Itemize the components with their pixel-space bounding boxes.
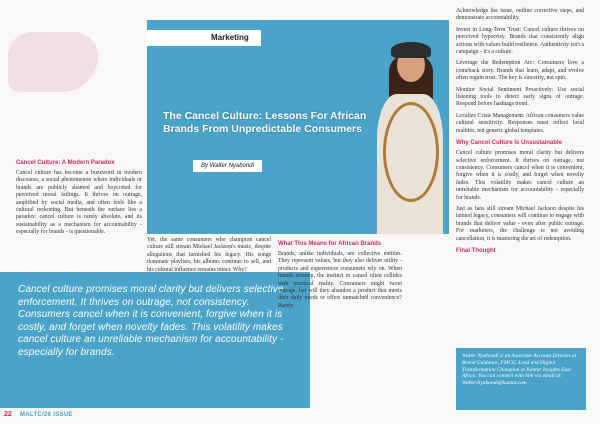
paragraph: Leverage the Redemption Arc: Consumers love a comeback story. Brands that learn, adapt, and evolve often regain trust. The key is sincerity, not spin. <box>456 60 584 82</box>
text-column-3 <box>278 237 402 314</box>
figure-rope <box>383 102 439 202</box>
paragraph: Localize Crisis Management: African consumers value cultural sensitivity. Responses must reflect local realities, not generic global templates. <box>456 112 584 134</box>
subheading: Cancel Culture: A Modern Paradox <box>16 160 115 166</box>
subheading: Final Thought <box>456 247 496 254</box>
paragraph: Cancel culture promises moral clarity but delivers selective enforcement. It thrives on outrage, not consistency. Consumers cancel when it is convenient, forgive when it is costly, and forget when novelty fades. This volatility makes cancel culture an unreliable mechanism for accountability - especially for brands. <box>456 150 584 201</box>
page-number: 22 <box>4 411 12 418</box>
paragraph: Invest in Long-Term Trust: Cancel culture thrives on perceived hypocrisy. Brands that consistently align actions with values build resilience. Authenticity isn't a campaign - it's a culture. <box>456 26 584 56</box>
text-column-4 <box>456 8 584 258</box>
text-column-1 <box>16 156 142 241</box>
paragraph: Yet, the same consumers who champion cancel culture still stream Michael Jackson's music, despite allegations that tarnished his legacy. His songs dominate playlists, his albums continue to sell, and his cultural influence remains intact. Why? <box>147 237 271 273</box>
tagline-decoration <box>14 14 146 134</box>
pull-quote-text: Cancel culture promises moral clarity but delivers selective enforcement. It thrives on outrage, not consistency. Consumers cancel when it is convenient, forgive when it is costly, and forget when novelty fades. This volatility makes cancel culture an unreliable mechanism for accountability - especially for brands. <box>18 284 284 358</box>
figure-hat <box>391 42 431 58</box>
byline: By Walter Nyabondi <box>193 160 262 172</box>
section-tag: Marketing <box>147 30 261 46</box>
article-headline: The Cancel Culture: Lessons For African Brands From Unpredictable Consumers <box>163 110 367 135</box>
hero-banner <box>147 20 449 234</box>
pull-quote <box>0 272 310 408</box>
issue-label: MALTC/26 ISSUE <box>20 412 73 418</box>
decorative-blob <box>8 32 98 92</box>
paragraph: Brands, unlike individuals, are collective entities. They represent values, but they also deliver utility - products and experiences consumers rely on. When brands misstep, the instinct to cancel often collides with practical reality. Consumers might tweet outrage, but will they abandon a product that meets their daily needs or offers unmatched convenience? Rarely. <box>278 251 402 309</box>
paragraph: Just as fans still stream Michael Jackson despite his tainted legacy, consumers will continue to engage with brands that deliver value - even after public outrage. For marketers, the challenge is not avoiding cancellation, it is mastering the art of redemption. <box>456 205 584 242</box>
hero-figure-illustration <box>373 42 445 234</box>
text-column-2 <box>147 237 271 278</box>
author-bio-text: Walter Nyabondi is an Associate Account Director at Brand Guidance, FMCG, Lead and Digital Transformation Champion at Kantar Insights East Africa. You can connect with him via email at: Walter.Nyabondi@kantar.com <box>462 353 577 387</box>
page-footer <box>0 410 600 424</box>
subheading: What This Means for African Brands <box>278 241 382 247</box>
subheading: Why Cancel Culture Is Unsustainable <box>456 140 563 147</box>
paragraph: Acknowledge the issue, outline corrective steps, and demonstrate accountability. <box>456 8 584 22</box>
paragraph: Monitor Social Sentiment Proactively: Use social listening tools to detect early signs of outrage. Respond before hashtags trend. <box>456 86 584 108</box>
paragraph: Cancel culture has become a buzzword in modern discourse, a social phenomenon where individuals or brands are publicly shamed and boycotted for perceived moral failings. It thrives on outrage, amplified by social media, and often feels like a cultural reckoning. But beneath the surface lies a paradox: cancel culture is rarely absolute, and its sustainability as a mechanism for accountability - especially for brands - is questionable. <box>16 170 142 236</box>
author-bio-box <box>456 348 586 412</box>
